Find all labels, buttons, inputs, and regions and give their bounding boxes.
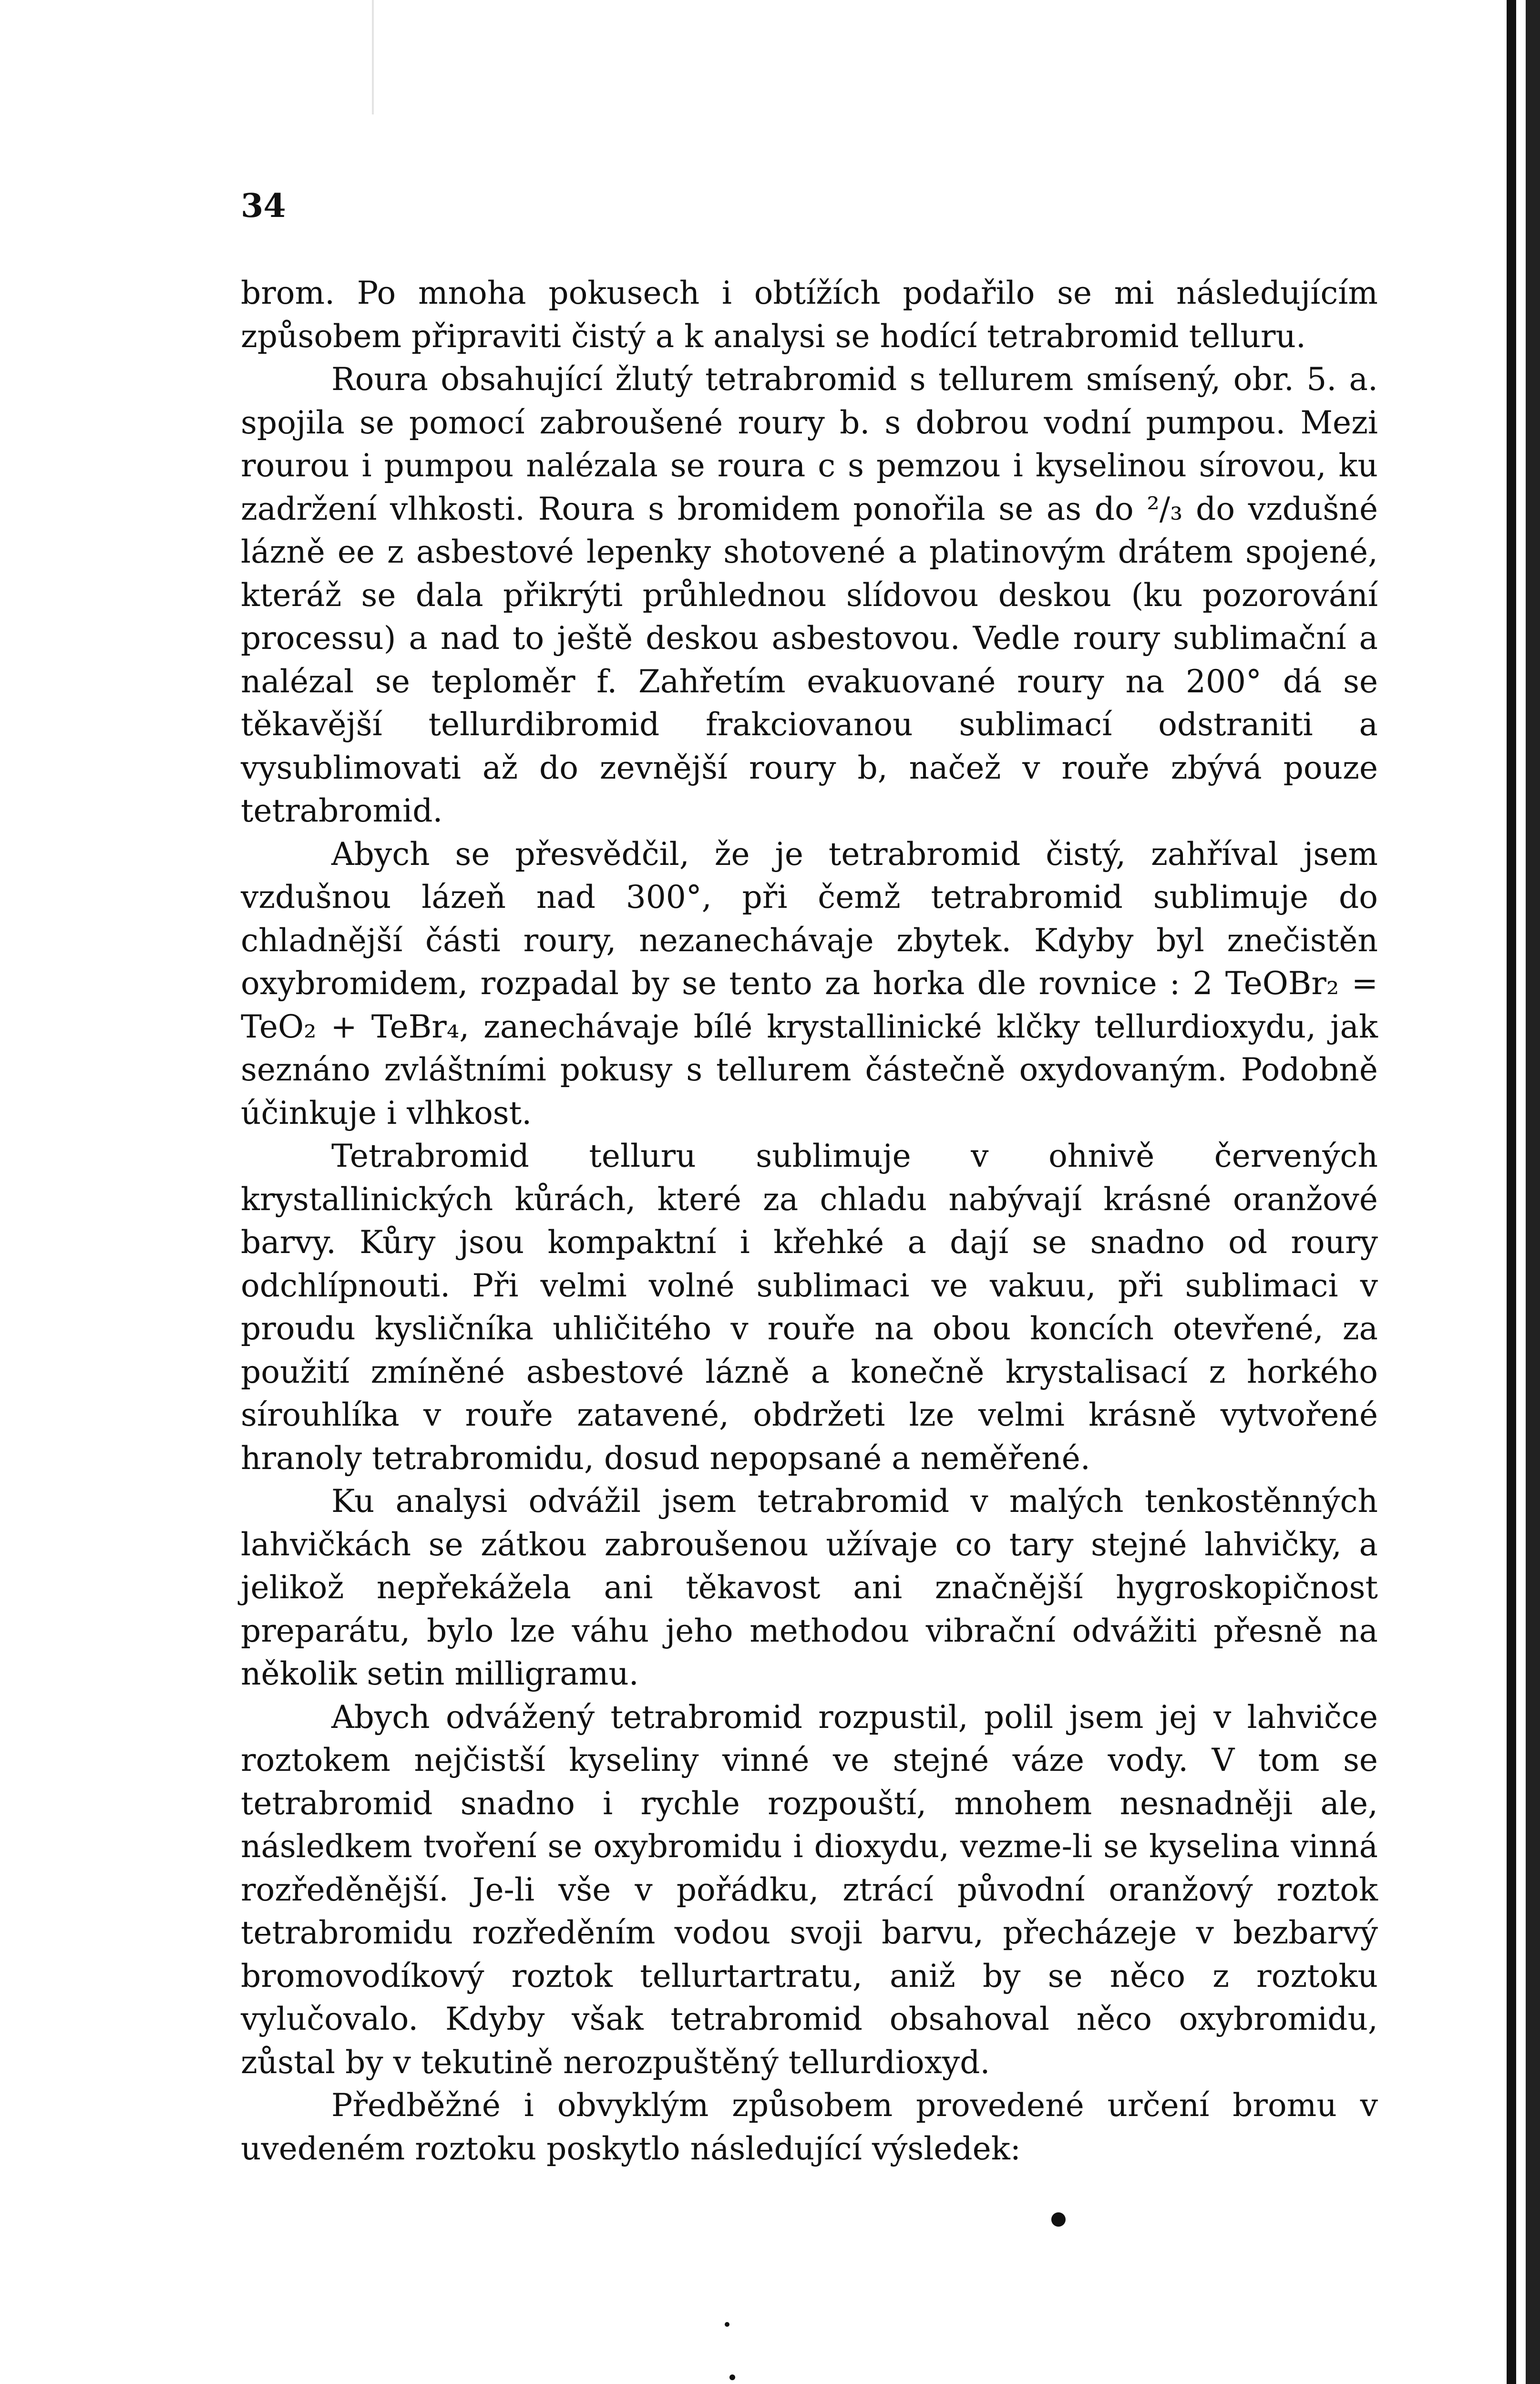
body-text [241,272,1378,2170]
paragraph: Abych se přesvědčil, že je tetrabromid čistý, zahříval jsem vzdušnou lázeň nad 300°, při čemž tetrabromid sublimuje do chladnější části roury, nezanechávaje zbytek. Kdyby byl znečistěn oxybromidem, rozpadal by se tento za horka dle rovnice : 2 TeOBr₂ = TeO₂ + TeBr₄, zanechávaje bílé krystallinické klčky tellurdioxydu, jak seznáno zvláštními pokusy s tellurem částečně oxydovaným. Podobně účinkuje i vlhkost. [241,835,1378,1131]
ink-speck [725,2322,729,2327]
paragraph: brom. Po mnoha pokusech i obtížích podařilo se mi následujícím způsobem připraviti čistý a k analysi se hodící tetrabromid telluru. [241,275,1378,355]
scan-edge [1488,0,1540,2384]
paragraph: Předběžné i obvyklým způsobem provedené určení bromu v uvedeném roztoku poskytlo následující výsledek: [241,2087,1378,2167]
paragraph: Ku analysi odvážil jsem tetrabromid v malých tenkostěnných lahvičkách se zátkou zabroušenou užívaje co tary stejné lahvičky, a jelikož nepřekážela ani těkavost ani značnější hygroskopičnost preparátu, bylo lze váhu jeho methodou vibrační odvážiti přesně na několik setin milligramu. [241,1483,1378,1692]
paragraph: Roura obsahující žlutý tetrabromid s tellurem smísený, obr. 5. a. spojila se pomocí zabroušené roury b. s dobrou vodní pumpou. Mezi rourou i pumpou nalézala se roura c s pemzou i kyselinou sírovou, ku zadržení vlhkosti. Roura s bromidem ponořila se as do ²/₃ do vzdušné lázně ee z asbestové lepenky shotovené a platinovým drátem spojené, kteráž se dala přikrýti průhlednou slídovou deskou (ku pozorování processu) a nad to ještě deskou asbestovou. Vedle roury sublimační a nalézal se teploměr f. Zahřetím evakuované roury na 200° dá se těkavější tellurdibromid frakciovanou sublimací odstraniti a vysublimovati až do zevnější roury b, načež v rouře zbývá pouze tetrabromid. [241,361,1378,829]
paragraph: Abych odvážený tetrabromid rozpustil, polil jsem jej v lahvičce roztokem nejčistší kyseliny vinné ve stejné váze vody. V tom se tetrabromid snadno i rychle rozpouští, mnohem nesnadněji ale, následkem tvoření se oxybromidu i dioxydu, vezme-li se kyselina vinná rozředěnější. Je-li vše v pořádku, ztrácí původní oranžový roztok tetrabromidu rozředěním vodou svoji barvu, přecházeje v bezbarvý bromovodíkový roztok tellurtartratu, aniž by se něco z roztoku vylučovalo. Kdyby však tetrabromid obsahoval něco oxybromidu, zůstal by v tekutině nerozpuštěný tellurdioxyd. [241,1698,1378,2081]
ink-speck [729,2374,735,2380]
paragraph: Tetrabromid telluru sublimuje v ohnivě červených krystallinických kůrách, které za chladu nabývají krásné oranžové barvy. Kůry jsou kompaktní i křehké a dají se snadno od roury odchlípnouti. Při velmi volné sublimaci ve vakuu, při sublimaci v proudu kysličníka uhličitého v rouře na obou koncích otevřené, za použití zmíněné asbestové lázně a konečně krystalisací z horkého sírouhlíka v rouře zatavené, obdržeti lze velmi krásně vytvořené hranoly tetrabromidu, dosud nepopsané a neměřené. [241,1138,1378,1477]
ink-speck [1051,2212,1066,2227]
scan-artifact [219,0,374,114]
page-number: 34 [241,187,286,225]
